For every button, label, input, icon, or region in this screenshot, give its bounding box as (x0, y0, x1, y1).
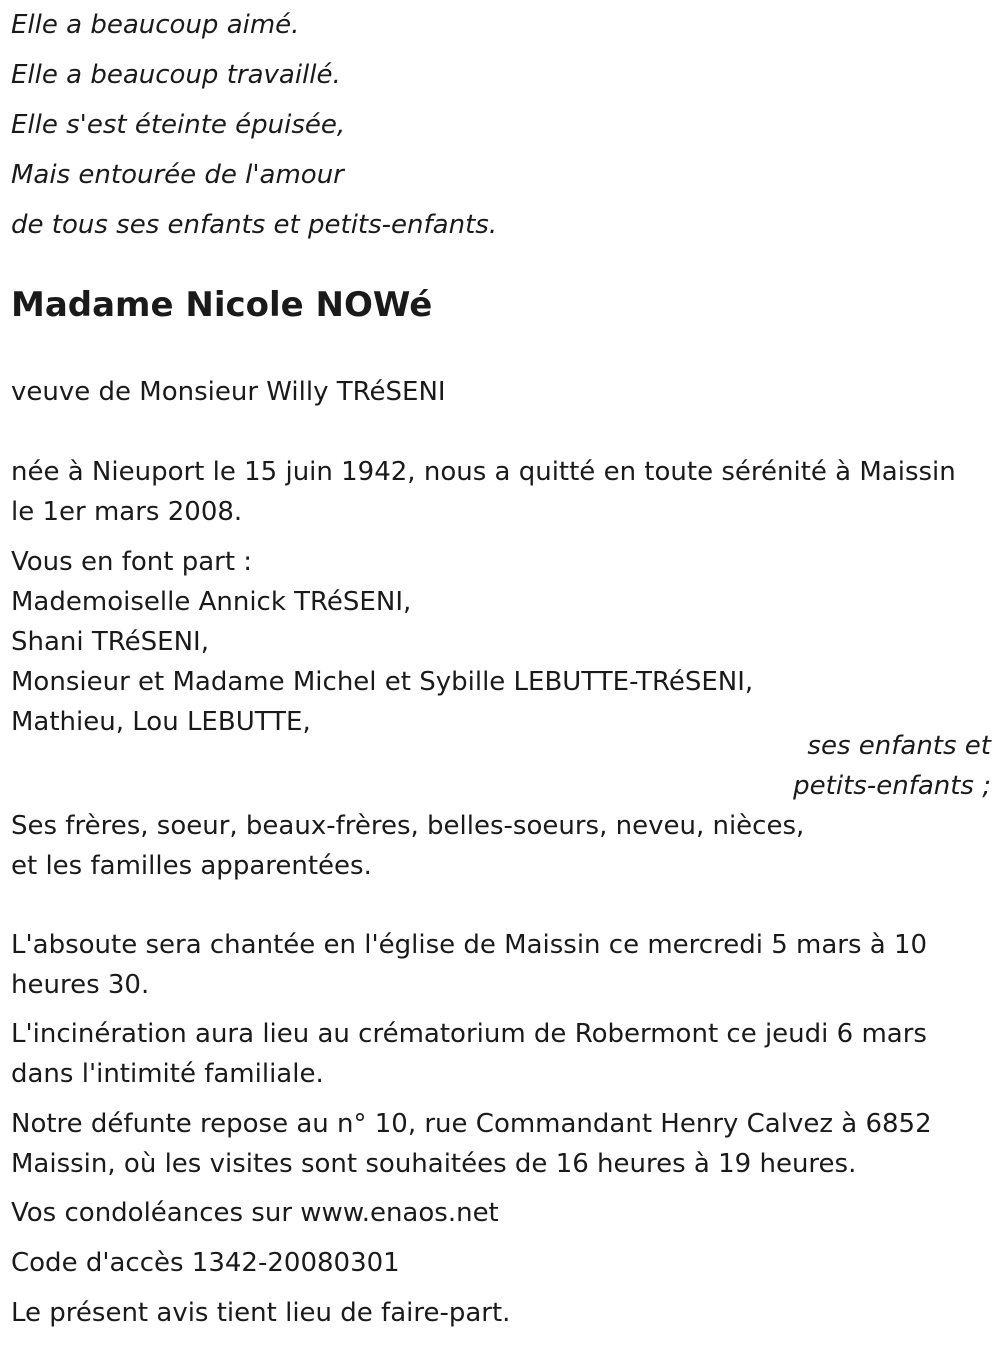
family-paragraph (11, 806, 986, 886)
relation-line: petits-enfants ; (793, 771, 991, 801)
announcement-intro: Vous en font part : (11, 547, 253, 577)
absoute-paragraph (11, 925, 986, 1005)
birth-line: le 1er mars 2008. (11, 497, 243, 527)
announcer-name: Mathieu, Lou LEBUTTE, (11, 707, 311, 737)
birth-paragraph (11, 452, 986, 532)
incineration-line: L'incinération aura lieu au crématorium de Robermont ce jeudi 6 mars (11, 1019, 927, 1049)
incineration-paragraph (11, 1014, 986, 1094)
widow-line (11, 372, 986, 412)
announcer-name: Mademoiselle Annick TRéSENI, (11, 587, 412, 617)
family-line: Ses frères, soeur, beaux-frères, belles-soeurs, neveu, nièces, (11, 811, 805, 841)
repose-line: Notre défunte repose au n° 10, rue Commandant Henry Calvez à 6852 (11, 1109, 932, 1139)
family-line: et les familles apparentées. (11, 851, 372, 881)
repose-paragraph (11, 1104, 986, 1184)
birth-line: née à Nieuport le 15 juin 1942, nous a quitté en toute sérénité à Maissin (11, 457, 956, 487)
incineration-line: dans l'intimité familiale. (11, 1059, 324, 1089)
poem-line: de tous ses enfants et petits-enfants. (11, 210, 498, 240)
announcer-name: Shani TRéSENI, (11, 627, 209, 657)
poem-line: Elle a beaucoup aimé. (11, 10, 300, 40)
announcement-list (11, 542, 986, 742)
relation-line: ses enfants et (807, 731, 991, 761)
repose-line: Maissin, où les visites sont souhaitées de 16 heures à 19 heures. (11, 1149, 857, 1179)
relation-label (793, 726, 991, 806)
absoute-line: heures 30. (11, 970, 150, 1000)
access-code-text: Code d'accès 1342-20080301 (11, 1248, 400, 1278)
absoute-line: L'absoute sera chantée en l'église de Maissin ce mercredi 5 mars à 10 (11, 930, 928, 960)
deceased-name-title: Madame Nicole NOWé (11, 285, 433, 325)
announcer-name: Monsieur et Madame Michel et Sybille LEBUTTE-TRéSENI, (11, 667, 754, 697)
poem (11, 5, 497, 255)
condolences-line (11, 1193, 986, 1233)
poem-line: Mais entourée de l'amour (11, 160, 344, 190)
access-code-line (11, 1243, 986, 1283)
poem-line: Elle s'est éteinte épuisée, (11, 110, 346, 140)
condolences-text: Vos condoléances sur www.enaos.net (11, 1198, 499, 1228)
closing-text: Le présent avis tient lieu de faire-part. (11, 1298, 511, 1328)
widow-text: veuve de Monsieur Willy TRéSENI (11, 377, 446, 407)
poem-line: Elle a beaucoup travaillé. (11, 60, 341, 90)
closing-line (11, 1293, 986, 1333)
